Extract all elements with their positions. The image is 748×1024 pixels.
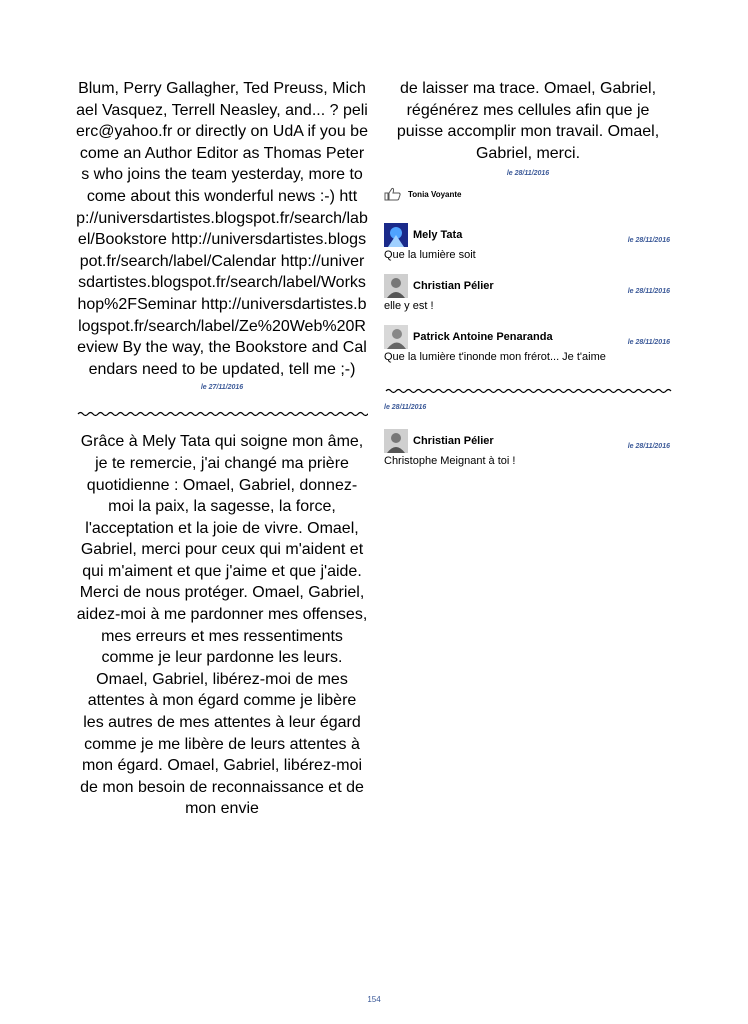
separator-squiggle [76, 409, 368, 419]
page-number: 154 [367, 995, 381, 1004]
comment-text: Christophe Meignant à toi ! [384, 455, 516, 468]
comment-text: elle y est ! [384, 300, 434, 313]
separator-squiggle [384, 386, 672, 396]
comment-author: Mely Tata [413, 229, 463, 242]
post-text: Grâce à Mely Tata qui soigne mon âme, je te remercie, j'ai changé ma prière quotidienne : Omael, Gabriel, donnez-moi la paix, la sagesse, la force, l'acceptation et la joie de vivre. Omael, Gabriel, merci pour ceux qui m'aident et qui m'aiment et que j'aime et que j'aide. Merci de nous protéger. Omael, Gabriel, aidez-moi à me pardonner mes offenses, mes erreurs et mes ressentiments comme je leur pardonne les leurs. Omael, Gabriel, libérez-moi de mes attentes à mon égard comme je libère les autres de mes attentes à leur égard comme je me libère de leurs attentes à mon égard. Omael, Gabriel, libérez-moi de mon besoin de reconnaissance et de mon envie [76, 433, 368, 818]
comment-text: Que la lumière soit [384, 249, 476, 262]
comment-date: le 28/11/2016 [627, 237, 670, 245]
comment [384, 274, 672, 313]
like-row [384, 185, 672, 203]
avatar [384, 325, 408, 349]
avatar [384, 223, 408, 247]
left-column [76, 78, 368, 820]
comment [384, 429, 672, 468]
comment-author: Christian Pélier [413, 280, 494, 293]
post-text-continued: Blum, Perry Gallagher, Ted Preuss, Michael Vasquez, Terrell Neasley, and... ? pelierc@yahoo.fr or directly on UdA if you become an Author Editor as Thomas Peters who joins the team yesterday, more to come about this wonderful news :-) http://universdartistes.blogspot.fr/search/label/Bookstore http://universdartistes.blogspot.fr/search/label/Calendar http://universdartistes.blogspot.fr/search/label/Workshop%2FSeminar http://universdartistes.blogspot.fr/search/label/Ze%20Web%20Review By the way, the Bookstore and Calendars need to be updated, tell me ;-) [76, 80, 368, 378]
post-date: le 27/11/2016 [200, 384, 244, 392]
comment-author: Christian Pélier [413, 435, 494, 448]
right-column [384, 78, 672, 468]
comment-date: le 28/11/2016 [627, 443, 670, 451]
comment-date: le 28/11/2016 [627, 339, 670, 347]
avatar [384, 274, 408, 298]
thumbs-up-icon [384, 187, 402, 201]
comment-text: Que la lumière t'inonde mon frérot... Je t'aime [384, 351, 606, 364]
comment [384, 325, 672, 364]
post-date: le 28/11/2016 [506, 170, 550, 178]
like-user-name: Tonia Voyante [408, 189, 462, 199]
comment [384, 223, 672, 262]
comment-date: le 28/11/2016 [627, 288, 670, 296]
post-text-end: de laisser ma trace. Omael, Gabriel, régénérez mes cellules afin que je puisse accomplir mon travail. Omael, Gabriel, merci. [396, 80, 660, 162]
comment-author: Patrick Antoine Penaranda [413, 331, 553, 344]
post-date: le 28/11/2016 [384, 404, 427, 412]
avatar [384, 429, 408, 453]
